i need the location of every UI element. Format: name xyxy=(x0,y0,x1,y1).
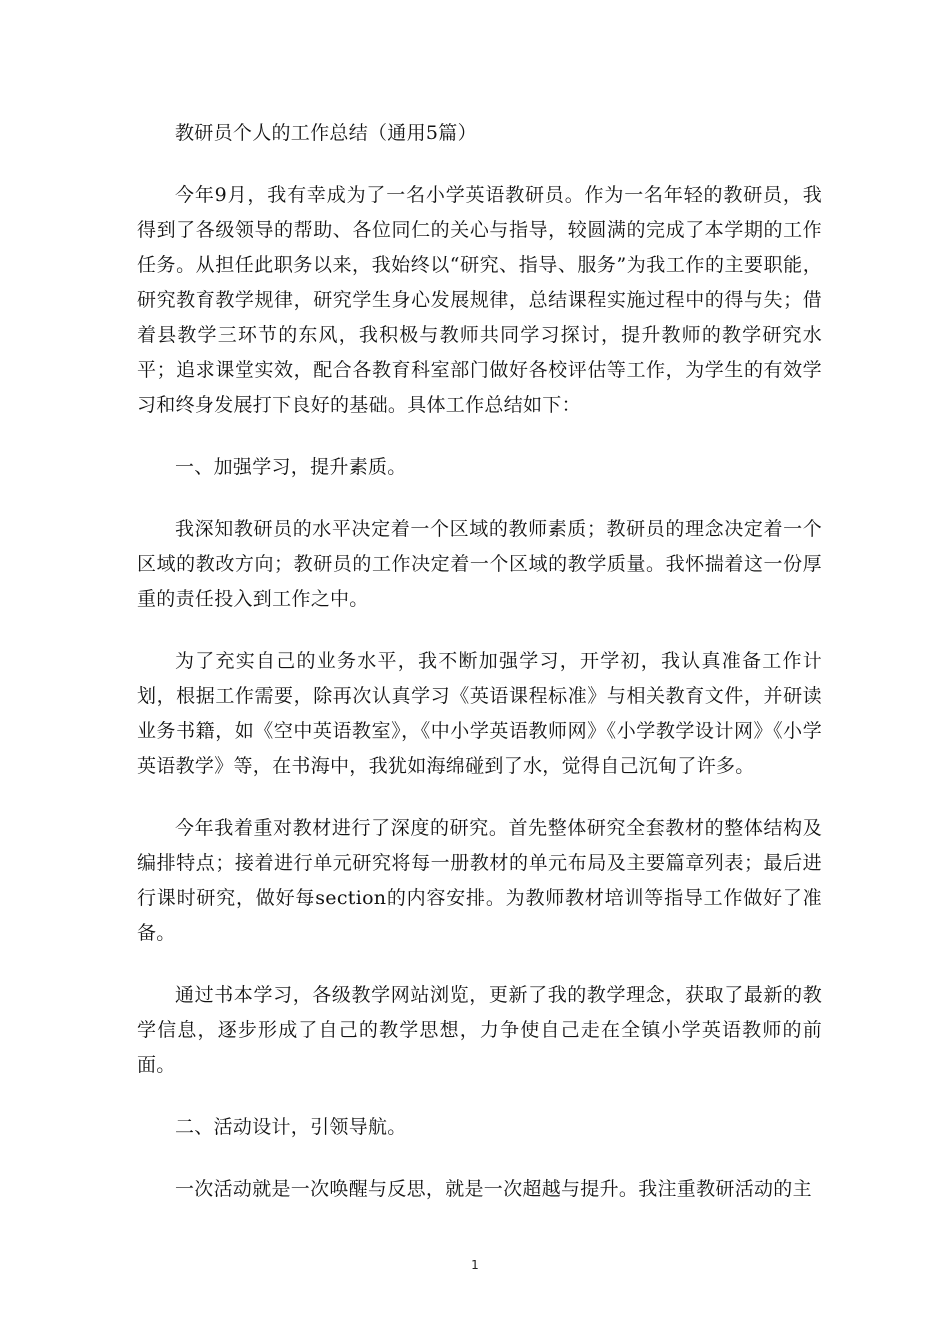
paragraph-study: 为了充实自己的业务水平，我不断加强学习，开学初，我认真准备工作计划，根据工作需要，除再次认真学习《英语课程标准》与相关教育文件，并研读业务书籍，如《空中英语教室》，《中小学英语教师网》《小学教学设计网》《小学英语教学》等，在书海中，我犹如海绵碰到了水，觉得自己沉甸了许多。 xyxy=(137,650,822,777)
paragraph-textbook-research: 今年我着重对教材进行了深度的研究。首先整体研究全套教材的整体结构及编排特点；接着进行单元研究将每一册教材的单元布局及主要篇章列表；最后进行课时研究，做好每section的内容安排。为教师教材培训等指导工作做好了准备。 xyxy=(137,817,822,944)
section-heading-2: 二、活动设计，引领导航。 xyxy=(175,1116,407,1138)
paragraph-responsibility: 我深知教研员的水平决定着一个区域的教师素质；教研员的理念决定着一个区域的教改方向；教研员的工作决定着一个区域的教学质量。我怀揣着这一份厚重的责任投入到工作之中。 xyxy=(137,518,822,610)
paragraph-learning-outcome: 通过书本学习，各级教学网站浏览，更新了我的教学理念，获取了最新的教学信息，逐步形成了自己的教学思想，力争使自己走在全镇小学英语教师的前面。 xyxy=(137,984,822,1076)
section-heading-1: 一、加强学习，提升素质。 xyxy=(175,456,407,478)
paragraph-activities: 一次活动就是一次唤醒与反思，就是一次超越与提升。我注重教研活动的主 xyxy=(175,1178,812,1200)
paragraph-intro: 今年9月，我有幸成为了一名小学英语教研员。作为一名年轻的教研员，我得到了各级领导的帮助、各位同仁的关心与指导，较圆满的完成了本学期的工作任务。从担任此职务以来，我始终以“研究、指导、服务”为我工作的主要职能，研究教育教学规律，研究学生身心发展规律，总结课程实施过程中的得与失；借着县教学三环节的东风，我积极与教师共同学习探讨，提升教师的教学研究水平；追求课堂实效，配合各教育科室部门做好各校评估等工作，为学生的有效学习和终身发展打下良好的基础。具体工作总结如下： xyxy=(137,184,822,416)
document-title: 教研员个人的工作总结（通用5篇） xyxy=(175,122,477,144)
page-number: 1 xyxy=(471,1258,479,1272)
document-body xyxy=(137,116,822,1207)
